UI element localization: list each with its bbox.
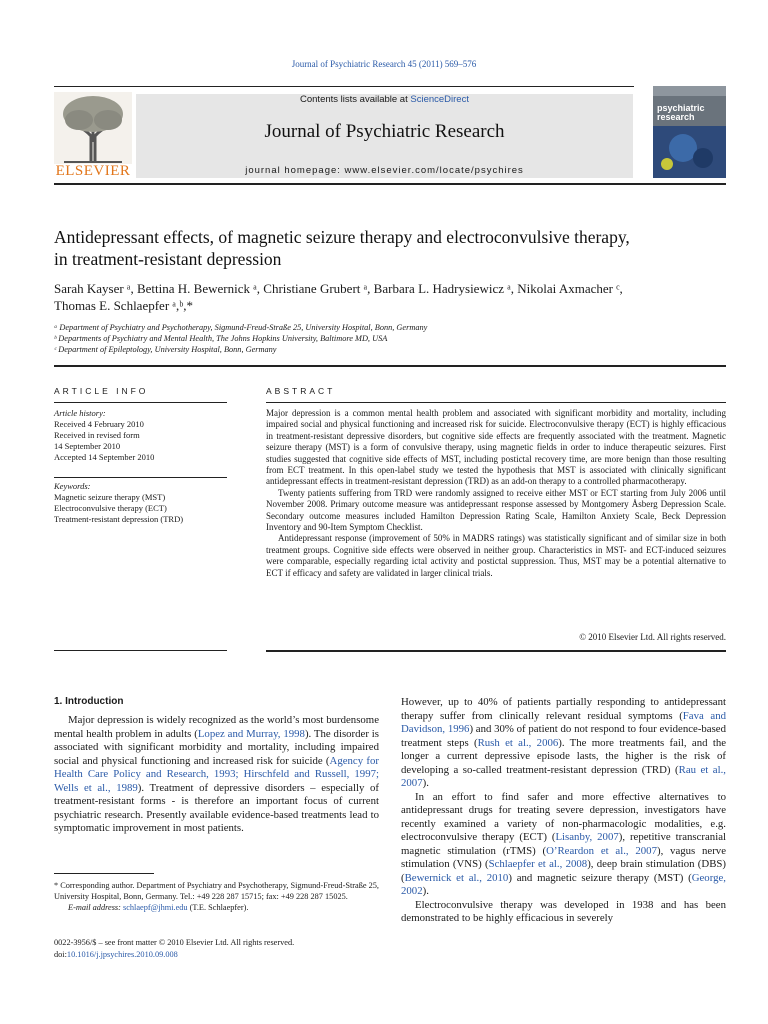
article-history [54, 408, 229, 463]
authors-line2[interactable]: Thomas E. Schlaepfer ᵃ,ᵇ,* [54, 298, 193, 313]
section-rule [54, 365, 726, 367]
keywords [54, 481, 229, 525]
affiliation-c: ᶜ Department of Epileptology, University Hospital, Bonn, Germany [54, 345, 277, 354]
abstract-bottom-rule [266, 650, 726, 652]
intro-paragraph: However, up to 40% of patients partially responding to antidepressant therapy suffer from clinically relevant residual symptoms (Fava and Davidson, 1996) and 30% of patient do not respond to four evidence-based treatment steps (Rush et al., 2006). The more treatments fail, and the longer a current depressive episode lasts, the higher is the risk of developing a so-called treatment-resistant depression (TRD) (Rau et al., 2007). [401, 696, 727, 789]
article-info-heading: ARTICLE INFO [54, 386, 149, 396]
issn-line: 0022-3956/$ – see front matter © 2010 Elsevier Ltd. All rights reserved. [54, 938, 295, 947]
issn-doi [54, 937, 394, 961]
citation-link[interactable]: Fava and Davidson, 1996 [401, 709, 726, 735]
corresponding-author-note: * Corresponding author. Department of Psychiatry and Psychotherapy, Sigmund-Freud-Straße 25, University Hospital, Bonn, Germany. Tel.: +49 228 287 15715; fax: +49 228 287 15025. [54, 881, 379, 901]
citation-link[interactable]: George, 2002 [401, 871, 726, 897]
authors-line1[interactable]: Sarah Kayser ᵃ, Bettina H. Bewernick ᵃ, Christiane Grubert ᵃ, Barbara L. Hadrysiewicz ᵃ, Nikolai Axmacher ᶜ, [54, 281, 623, 296]
intro-paragraph: In an effort to find safer and more effective alternatives to antidepressant drugs for treating severe depression, investigators have recently examined a variety of non-pharmacologic modalities, e.g. electroconvulsive therapy (ECT) (Lisanby, 2007), repetitive transcranial magnetic stimulation (rTMS) (O’Reardon et al., 2007), vagus nerve stimulation (VNS) (Schlaepfer et al., 2008), deep brain stimulation (DBS) (Bewernick et al., 2010) and magnetic seizure therapy (MST) (George, 2002). [401, 790, 726, 897]
keyword-item: Magnetic seizure therapy (MST) [54, 492, 166, 502]
keywords-label: Keywords: [54, 481, 91, 491]
article-info-rule [54, 402, 227, 403]
history-item: Received 4 February 2010 [54, 419, 144, 429]
author-list [54, 280, 734, 314]
citation-link[interactable]: Rau et al., 2007 [401, 763, 726, 789]
footnote-rule [54, 873, 154, 874]
history-item: Received in revised form [54, 430, 140, 440]
sciencedirect-link[interactable]: ScienceDirect [410, 94, 469, 105]
publisher-name: ELSEVIER [55, 163, 131, 179]
citation-link[interactable]: Bewernick et al., 2010 [404, 871, 509, 884]
footnote [54, 880, 379, 913]
history-item: Accepted 14 September 2010 [54, 452, 155, 462]
history-item: 14 September 2010 [54, 441, 121, 451]
citation-link[interactable]: Lopez and Murray, 1998 [197, 727, 305, 740]
body-column-left [54, 714, 379, 836]
keyword-item: Electroconvulsive therapy (ECT) [54, 503, 167, 513]
citation-link[interactable]: Schlaepfer et al., 2008 [488, 858, 588, 870]
abstract-paragraph: Major depression is a common mental health problem and associated with significant morbidity and mortality, including impaired social and physical functioning and increased risk for suicide. Electroconvulsive therapy (ECT) is highly efficacious in treatment-resistant depressive disorders, but cognitive side effects are frequently associated with the treatment. Magnetic seizure therapy (MST) is a form of convulsive therapy, using magnetic fields in order to induce therapeutic seizures. First studies suggested that cognitive side effects of MST, including postictal recovery time, are more benign than those resulting from ECT treatment. In this open-label study we tested the hypothesis that MST is associated with clinically significant antidepressant effects in treatment-resistant depression (TRD) as an add-on therapy to a controlled pharmacotherapy. [266, 408, 726, 487]
journal-citation[interactable]: Journal of Psychiatric Research 45 (2011) 569–576 [291, 59, 477, 69]
keyword-item: Treatment-resistant depression (TRD) [54, 514, 184, 524]
doi-link[interactable]: 10.1016/j.jpsychires.2010.09.008 [66, 950, 178, 959]
journal-title: Journal of Psychiatric Research [264, 121, 505, 142]
article-info-rule [54, 650, 227, 651]
abstract-paragraph: Antidepressant response (improvement of 50% in MADRS ratings) was statistically significant and of similar size in both treatment groups. Cognitive side effects were observed in neither group. Characteristics in MST- and ECT-induced seizures were comparable, especially regarding ictal activity and postictal suppression. Thus, MST may be a potential alternative to ECT if efficacy and safety are validated in larger clinical trials. [266, 533, 726, 578]
journal-homepage[interactable]: journal homepage: www.elsevier.com/locate/psychires [245, 165, 524, 176]
doi-line: doi:10.1016/j.jpsychires.2010.09.008 [54, 950, 178, 959]
intro-paragraph: Major depression is widely recognized as the world’s most burdensome mental health problem in adults (Lopez and Murray, 1998). The disorder is associated with significant morbidity and mortality, including impaired social and physical functioning and increased risk for suicide (Agency for Health Care Policy and Research, 1993; Hirschfeld and Russell, 1997; Wells et al., 1989). Treatment of depressive disorders – especially of treatment-resistant forms - is therefore an important focus of current psychiatric research. Presently available evidence-based treatments lead to symptomatic improvement in most patients. [54, 714, 379, 834]
abstract-copyright: © 2010 Elsevier Ltd. All rights reserved. [579, 632, 726, 642]
article-title [54, 226, 734, 270]
affiliation-b: ᵇ Departments of Psychiatry and Mental Health, The Johns Hopkins University, Baltimore MD, USA [54, 334, 388, 343]
history-label: Article history: [54, 408, 106, 418]
body-column-right [401, 696, 726, 926]
affiliation-a: ᵃ Department of Psychiatry and Psychotherapy, Sigmund-Freud-Straße 25, University Hospital, Bonn, Germany [54, 323, 428, 332]
email-line: E-mail address: schlaepf@jhmi.edu (T.E. Schlaepfer). [68, 903, 249, 912]
abstract-rule [266, 402, 726, 403]
article-title-line1: Antidepressant effects, of magnetic seizure therapy and electroconvulsive therapy, [54, 227, 630, 247]
header-rule [54, 86, 634, 87]
email-link[interactable]: schlaepf@jhmi.edu [123, 903, 188, 912]
affiliations [54, 322, 734, 355]
journal-cover-image [653, 86, 726, 178]
citation-link[interactable]: O’Reardon et al., 2007 [546, 844, 657, 857]
section-heading-introduction: 1. Introduction [54, 696, 124, 707]
abstract-body [266, 408, 726, 579]
contents-line [136, 94, 633, 105]
article-title-line2: in treatment-resistant depression [54, 249, 282, 269]
header-bottom-rule [54, 183, 726, 185]
citation-link[interactable]: Agency for Health Care Policy and Research, 1993; Hirschfeld and Russell, 1997; Wells et al., 1989 [54, 754, 379, 794]
intro-paragraph: Electroconvulsive therapy was developed in 1938 and has been demonstrated to be highly efficacious in severely [401, 898, 726, 924]
contents-prefix: Contents lists available at [300, 94, 411, 105]
citation-link[interactable]: Lisanby, 2007 [555, 831, 619, 843]
article-info-rule [54, 477, 227, 478]
cover-title: psychiatric research [657, 103, 705, 122]
abstract-heading: ABSTRACT [266, 386, 336, 396]
citation-link[interactable]: Rush et al., 2006 [477, 736, 559, 749]
abstract-paragraph: Twenty patients suffering from TRD were randomly assigned to receive either MST or ECT starting from July 2006 until November 2008. Primary outcome measure was antidepressant response assessed by Montgomery Åsberg Depression Scale. Secondary outcome measures included Hamilton Depression Rating Scale, Hamilton Anxiety Scale, Beck Depression Inventory and 90-Item Symptom Checklist. [266, 487, 726, 533]
